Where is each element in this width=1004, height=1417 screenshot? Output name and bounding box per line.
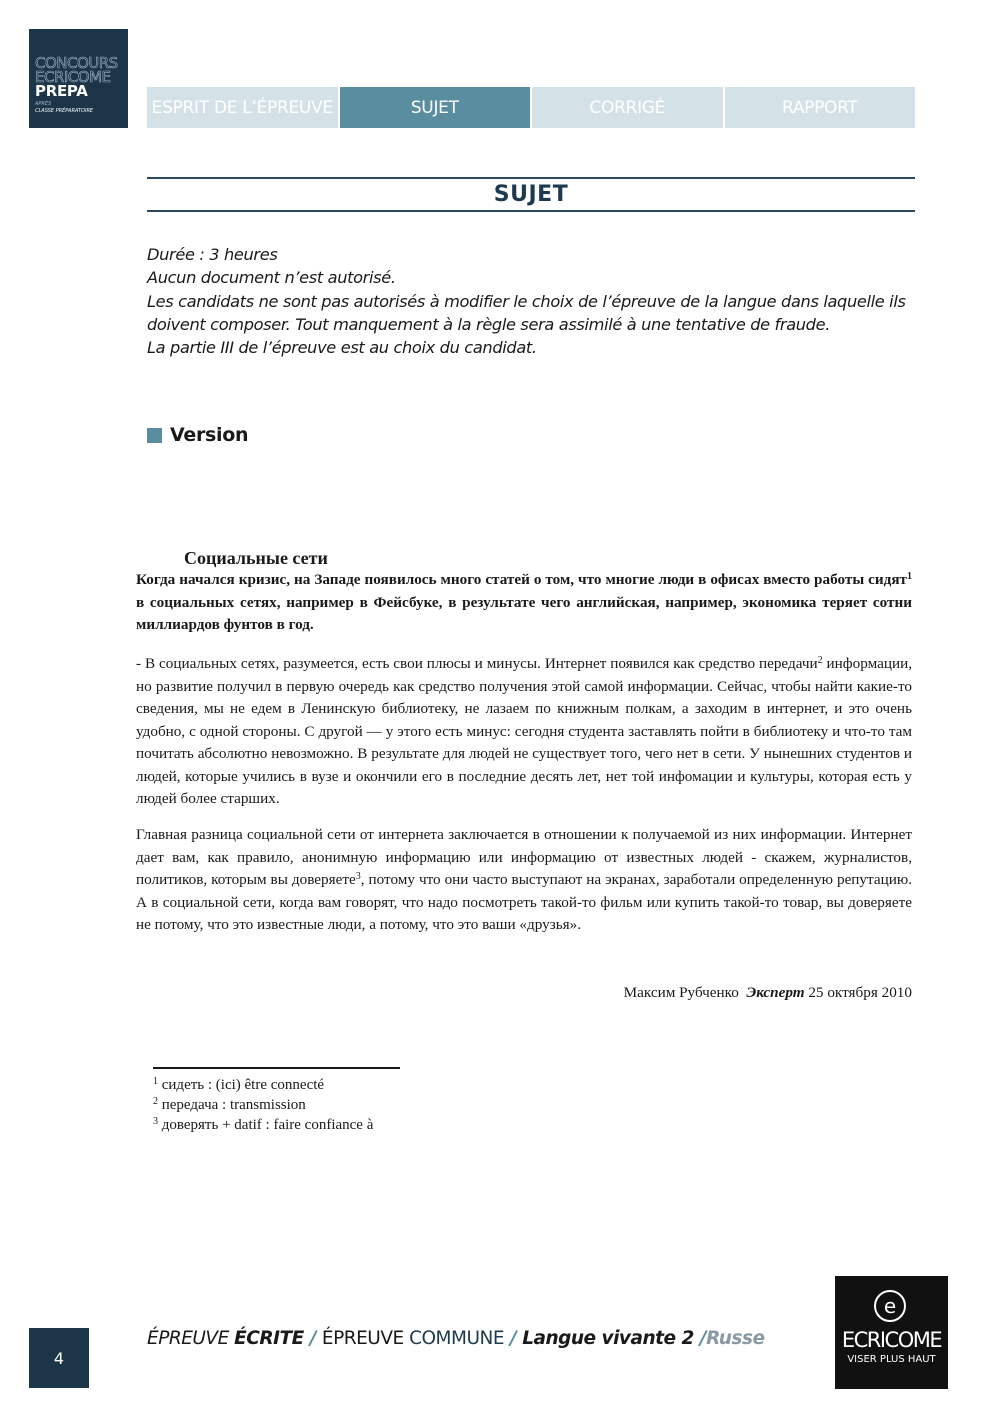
footnote-item (153, 1075, 373, 1095)
logo-line-classe: CLASSE PRÉPARATOIRE (35, 108, 94, 114)
tab-esprit-de-l-epreuve[interactable]: ESPRIT DE L’ÉPREUVE (147, 87, 338, 128)
footer-text: Russe (706, 1328, 765, 1349)
footer-separator: / (693, 1328, 707, 1349)
instruction-line: La partie III de l’épreuve est au choix du candidat. (147, 338, 537, 358)
footnote-number: 1 (153, 1076, 158, 1087)
lead-text: в социальных сетях, например в Фейсбуке, в результате чего английская, например, экономика теряет сотни миллиардов фунтов в год. (136, 593, 912, 633)
version-heading-label: Version (170, 424, 249, 446)
logo-brand: ECRICOME (841, 1328, 942, 1352)
source-publication: Эксперт (746, 984, 805, 1001)
page-number: 4 (29, 1328, 89, 1388)
logo-line-concours: CONCOURS (35, 54, 118, 72)
footer-text: ÉPREUVE (321, 1328, 410, 1349)
instruction-line: Aucun document n’est autorisé. (147, 268, 396, 288)
tab-corrige[interactable]: CORRIGÉ (532, 87, 723, 128)
footnote-text: сидеть : (ici) être connecté (161, 1077, 325, 1093)
paragraph-text: информации, но развитие получил в первую очередь как средство получения этой самой информации. Сейчас, чтобы найти какие-то сведения, мы не едем в Ленинскую библиотеку, не лазаем по книжным полкам, а заходим в интернет, и это очень удобно, с одной стороны. С другой — у этого есть минус: сегодня студента заставлять пойти в библиотеку и что-то там почитать абсолютно невозможно. В результате для людей не существует того, чего нет в сети. У нынешних студентов и людей, которые учились в вузе и окончили его в последние десять лет, нет той инфомации и культуры, которая есть у людей более старших. (136, 655, 913, 807)
paragraph-text: Главная разница социальной сети от интернета заключается в отношении к получаемой из них информации. Интернет дает вам, как правило, анонимную информацию или информацию от известных людей - скажем, журналистов, политиков, которым вы доверяете (136, 826, 912, 888)
footnote-divider (153, 1067, 400, 1069)
paragraph-text: - В социальных сетях, разумеется, есть свои плюсы и минусы. Интернет появился как средство передачи (136, 655, 818, 672)
article-paragraph-1 (136, 653, 912, 811)
lead-text: Когда начался кризис, на Западе появилось много статей о том, что многие люди в офисах вместо работы сидят (136, 571, 907, 588)
footnote-ref: 1 (907, 571, 912, 582)
footnote-ref: 3 (355, 871, 361, 882)
page-title: SUJET (493, 182, 569, 207)
logo-tagline: VISER PLUS HAUT (847, 1354, 936, 1365)
version-heading (147, 424, 248, 446)
tab-sujet[interactable]: SUJET (340, 87, 531, 128)
instruction-line: doivent composer. Tout manquement à la règle sera assimilé à une tentative de fraude. (147, 314, 831, 334)
footnote-number: 2 (153, 1096, 158, 1107)
footer-exam-label (147, 1326, 765, 1352)
ecricome-e-icon: e (874, 1290, 906, 1322)
ecricome-prepa-logo (29, 29, 128, 128)
footnote-text: передача : transmission (161, 1097, 306, 1113)
footer-text: ÉCRITE (234, 1328, 304, 1349)
footnotes (153, 1075, 373, 1135)
footnote-text: доверять + datif : faire confiance à (161, 1117, 374, 1133)
footer-separator: / (303, 1328, 322, 1349)
logo-line-apres: APRÈS (35, 101, 52, 107)
footnote-number: 3 (153, 1116, 158, 1127)
footnote-item (153, 1115, 373, 1135)
section-tabs (147, 87, 915, 128)
instruction-line: Les candidats ne sont pas autorisés à modifier le choix de l’épreuve de la langue dans laquelle ils (147, 291, 906, 311)
square-bullet-icon (147, 428, 162, 443)
logo-line-prepa: PREPA (35, 82, 88, 100)
article-lead (136, 569, 912, 637)
article-title: Социальные сети (184, 548, 328, 568)
tab-rapport[interactable]: RAPPORT (725, 87, 916, 128)
footer-text: Langue vivante 2 (522, 1328, 694, 1349)
ecricome-logo (835, 1276, 948, 1389)
title-rule-bottom (147, 210, 915, 212)
footer-separator: / (504, 1328, 523, 1349)
article-source (624, 982, 912, 1004)
logo-line-ecricome: ECRICOME (35, 68, 111, 86)
footnote-ref: 2 (817, 655, 823, 666)
instruction-line: Durée : 3 heures (147, 245, 278, 264)
footnote-item (153, 1095, 373, 1115)
exam-instructions (147, 243, 917, 359)
paragraph-text: , потому что они часто выступают на экранах, заработали определенную репутацию. А в социальной сети, когда вам говорят, что надо посмотреть такой-то фильм или купить такой-то товар, вы доверяете не потому, что это известные люди, а потому, что это ваши «друзья». (136, 871, 912, 933)
source-author: Максим Рубченко (623, 984, 739, 1001)
article-paragraph-2 (136, 824, 912, 937)
source-date: 25 октября 2010 (808, 984, 912, 1001)
footer-text: COMMUNE (409, 1328, 505, 1349)
footer-text: ÉPREUVE (147, 1328, 235, 1349)
